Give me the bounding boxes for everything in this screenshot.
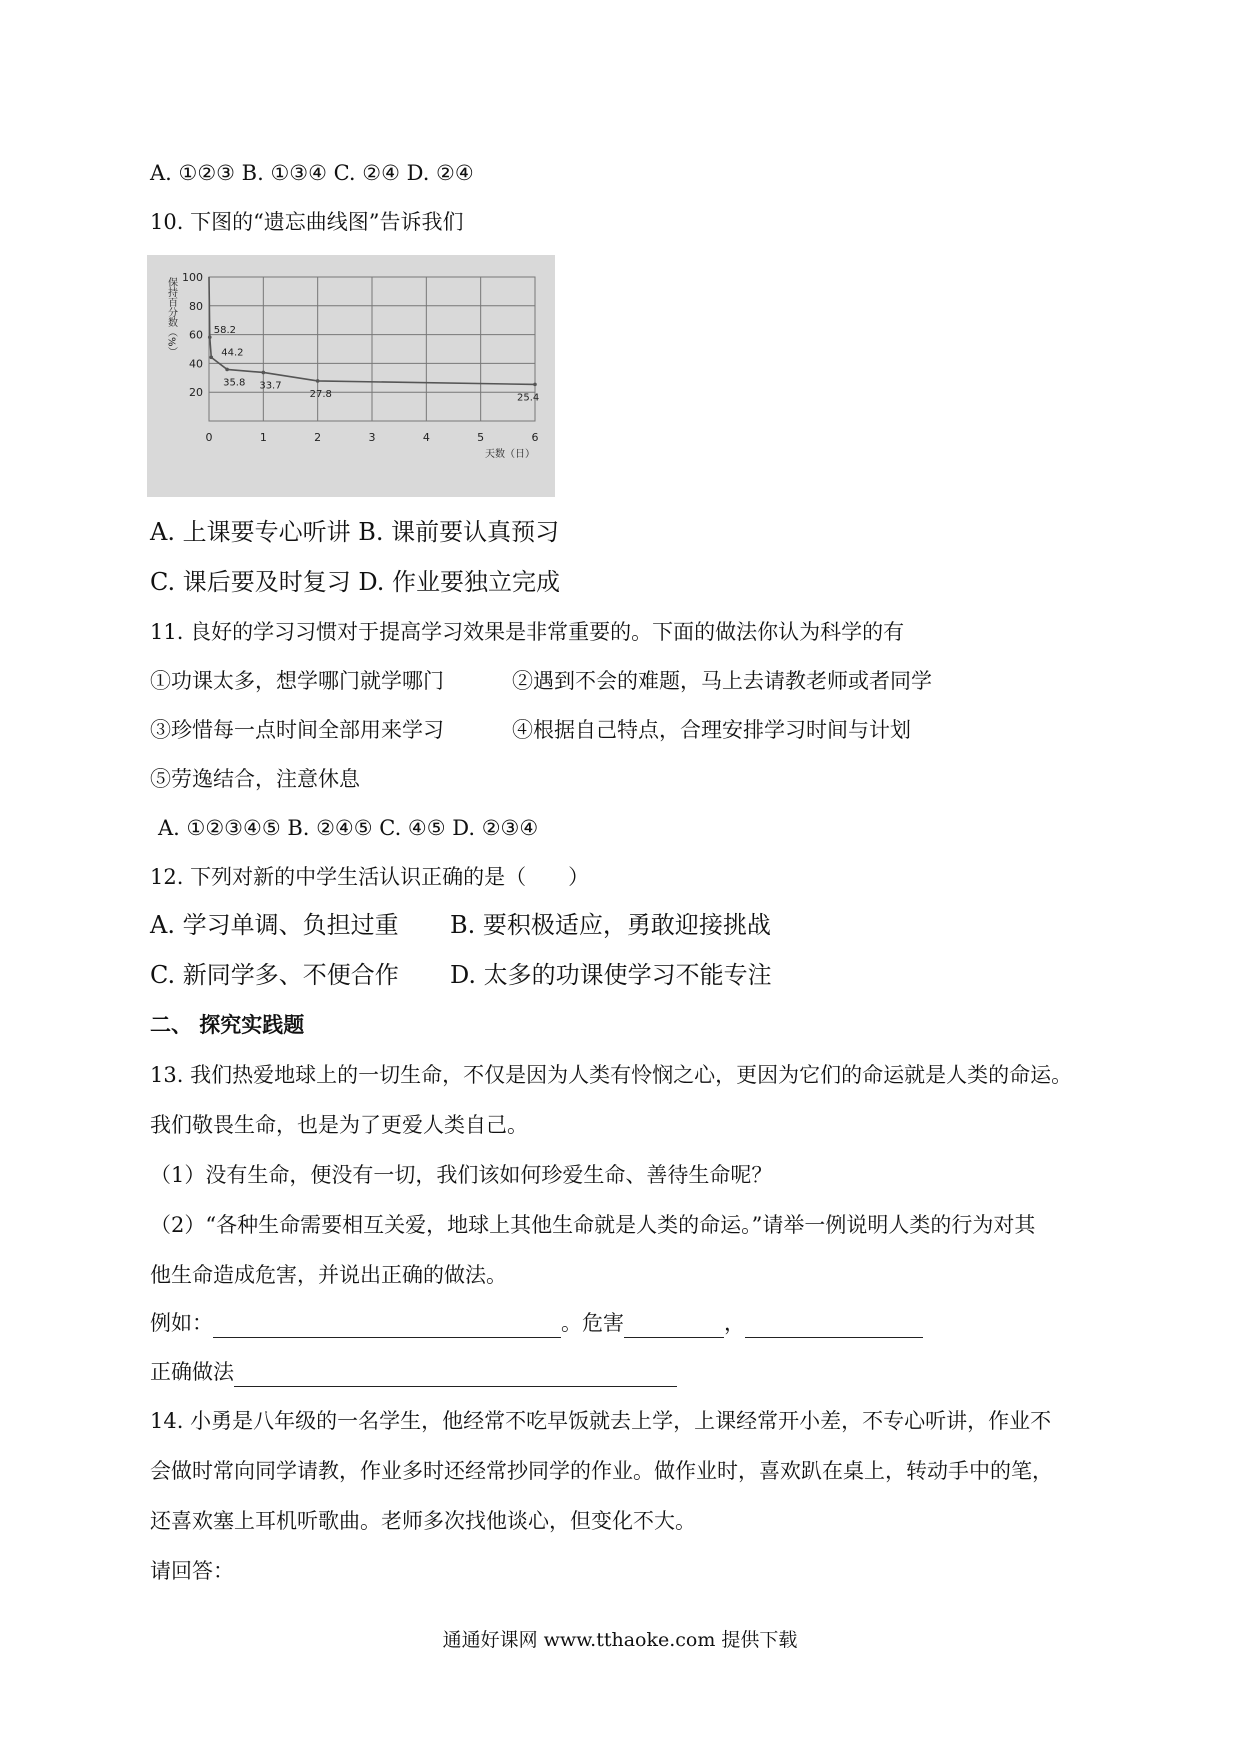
q9-options: A. ①②③ B. ①③④ C. ②④ D. ②④: [150, 161, 474, 185]
chart-svg: [147, 255, 555, 497]
x-tick-label: 0: [205, 431, 213, 444]
section2-title: 二、 探究实践题: [150, 1012, 305, 1037]
harm-label: 。危害: [561, 1311, 624, 1335]
x-axis-label: 天数（日）: [485, 449, 535, 460]
q14-line1: 14. 小勇是八年级的一名学生，他经常不吃早饭就去上学，上课经常开小差，不专心听讲，作业不: [150, 1409, 1052, 1433]
correct-blank[interactable]: [234, 1364, 677, 1387]
y-tick-label: 60: [189, 328, 203, 342]
data-point: [533, 383, 537, 387]
data-point: [262, 371, 266, 375]
y-tick-label: 80: [189, 299, 203, 313]
data-label: 58.2: [213, 325, 237, 337]
data-point: [209, 356, 213, 360]
x-tick-label: 1: [259, 431, 267, 444]
data-label: 35.8: [223, 377, 246, 389]
q13-stem-line1: 13. 我们热爱地球上的一切生命，不仅是因为人类有怜悯之心，更因为它们的命运就是人类的命运。: [150, 1063, 1073, 1087]
y-tick-label: 20: [189, 386, 203, 400]
q12-option-d: D. 太多的功课使学习不能专注: [450, 961, 772, 989]
q13-sub2-line2: 他生命造成危害，并说出正确的做法。: [150, 1263, 507, 1287]
q13-answer-line1: [150, 1308, 923, 1338]
q10-options-line1: A. 上课要专心听讲 B. 课前要认真预习: [150, 518, 560, 546]
q10-options-line2: C. 课后要及时复习 D. 作业要独立完成: [150, 568, 561, 596]
q13-answer-line2: [150, 1357, 677, 1387]
data-label: 44.2: [221, 347, 244, 359]
x-tick-label: 2: [314, 431, 322, 444]
data-label: 25.4: [517, 392, 540, 404]
q12-option-b: B. 要积极适应，勇敢迎接挑战: [450, 911, 771, 939]
q11-item5: ⑤劳逸结合，注意休息: [150, 767, 360, 791]
q11-stem: 11. 良好的学习习惯对于提高学习效果是非常重要的。下面的做法你认为科学的有: [150, 620, 905, 644]
q11-options: A. ①②③④⑤ B. ②④⑤ C. ④⑤ D. ②③④: [158, 816, 539, 840]
data-point: [316, 379, 320, 383]
q14-line2: 会做时常向同学请教，作业多时还经常抄同学的作业。做作业时，喜欢趴在桌上，转动手中的笔，: [150, 1459, 1053, 1483]
y-tick-label: 40: [189, 357, 203, 371]
q11-item4: ④根据自己特点，合理安排学习时间与计划: [512, 718, 911, 742]
q11-item1: ①功课太多，想学哪门就学哪门: [150, 669, 444, 693]
q14-prompt: 请回答：: [150, 1559, 234, 1583]
q13-sub2-line1: （2）“各种生命需要相互关爱，地球上其他生命就是人类的命运。”请举一例说明人类的行为对其: [150, 1213, 1036, 1237]
harm-blank-2[interactable]: [745, 1315, 923, 1338]
harm-comma: ，: [724, 1311, 745, 1335]
q10-stem: 10. 下图的“遗忘曲线图”告诉我们: [150, 210, 464, 234]
harm-blank-1[interactable]: [624, 1315, 724, 1338]
example-label: 例如：: [150, 1311, 213, 1335]
data-label: 27.8: [309, 388, 332, 400]
x-tick-label: 6: [531, 431, 539, 444]
q12-stem: 12. 下列对新的中学生活认识正确的是（ ）: [150, 865, 590, 889]
data-label: 33.7: [259, 380, 282, 392]
q11-item2: ②遇到不会的难题，马上去请教老师或者同学: [512, 669, 932, 693]
y-axis-label: 保持百分数（%）: [165, 277, 177, 357]
q12-option-a: A. 学习单调、负担过重: [150, 911, 399, 939]
x-tick-label: 5: [477, 431, 485, 444]
q14-line3: 还喜欢塞上耳机听歌曲。老师多次找他谈心，但变化不大。: [150, 1509, 696, 1533]
q13-stem-line2: 我们敬畏生命，也是为了更爱人类自己。: [150, 1113, 528, 1137]
example-blank[interactable]: [213, 1315, 561, 1338]
q12-option-c: C. 新同学多、不便合作: [150, 961, 399, 989]
q13-sub1: （1）没有生命，便没有一切，我们该如何珍爱生命、善待生命呢？: [150, 1163, 773, 1187]
x-tick-label: 4: [422, 431, 430, 444]
footer: 通通好课网 www.tthaoke.com 提供下载: [442, 1629, 798, 1651]
q11-item3: ③珍惜每一点时间全部用来学习: [150, 718, 444, 742]
forgetting-curve-chart: [147, 255, 555, 497]
y-tick-label: 100: [182, 271, 203, 284]
data-point: [208, 335, 212, 339]
correct-label: 正确做法: [150, 1360, 234, 1384]
data-point: [225, 368, 229, 372]
x-tick-label: 3: [368, 431, 376, 444]
